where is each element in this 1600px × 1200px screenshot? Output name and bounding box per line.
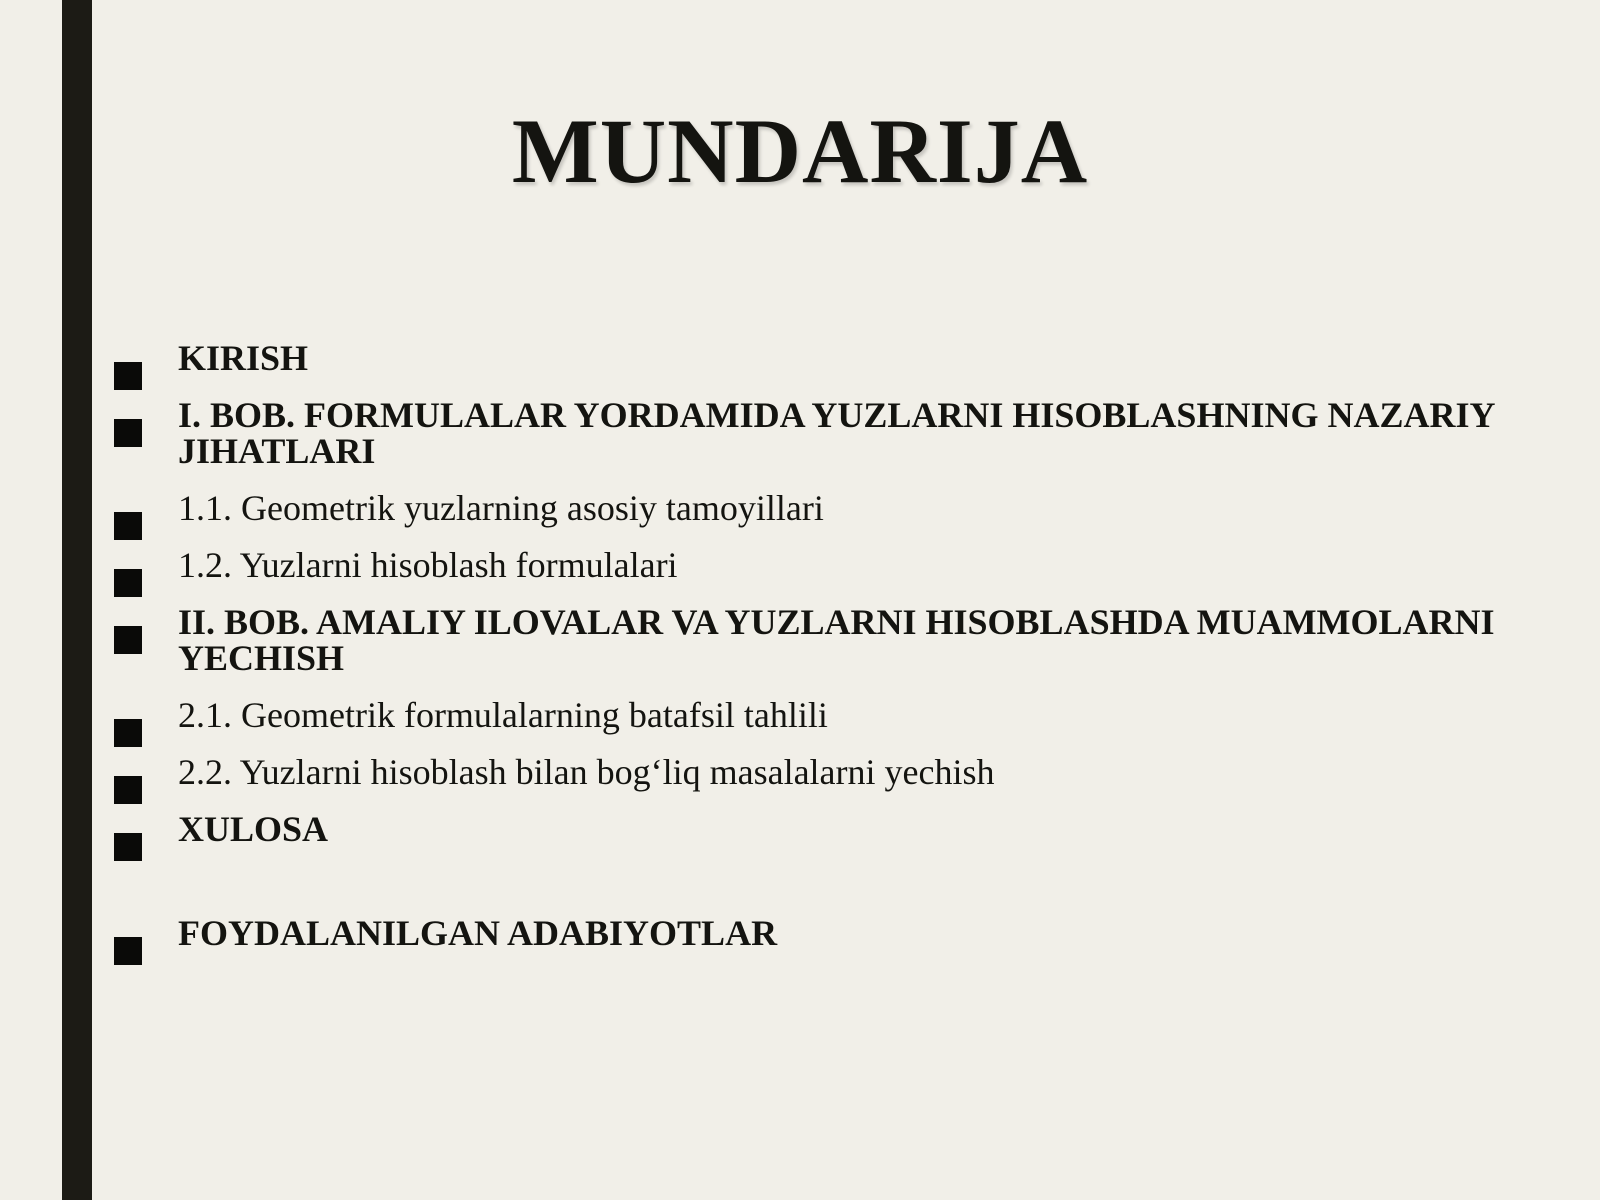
toc-item-label: 2.1. Geometrik formulalarning batafsil tahlili bbox=[178, 695, 828, 735]
toc-item-adabiyotlar bbox=[112, 915, 1552, 951]
toc-item-label: II. BOB. AMALIY ILOVALAR VA YUZLARNI HISOBLASHDA MUAMMOLARNI YECHISH bbox=[178, 602, 1495, 678]
toc-item-xulosa bbox=[112, 811, 1552, 847]
toc-item-section-1-1 bbox=[112, 490, 1552, 526]
square-bullet-icon bbox=[114, 719, 142, 747]
square-bullet-icon bbox=[114, 512, 142, 540]
toc-item-section-2-2 bbox=[112, 754, 1552, 790]
toc-item-label: I. BOB. FORMULALAR YORDAMIDA YUZLARNI HISOBLASHNING NAZARIY JIHATLARI bbox=[178, 395, 1495, 471]
toc-item-label: KIRISH bbox=[178, 338, 309, 378]
toc-item-label: 1.1. Geometrik yuzlarning asosiy tamoyillari bbox=[178, 488, 824, 528]
square-bullet-icon bbox=[114, 776, 142, 804]
table-of-contents bbox=[112, 340, 1552, 972]
square-bullet-icon bbox=[114, 569, 142, 597]
toc-item-chapter-2 bbox=[112, 604, 1552, 676]
toc-item-label: FOYDALANILGAN ADABIYOTLAR bbox=[178, 913, 778, 953]
toc-item-label: XULOSA bbox=[178, 809, 329, 849]
square-bullet-icon bbox=[114, 362, 142, 390]
toc-item-label: 2.2. Yuzlarni hisoblash bilan bog‘liq masalalarni yechish bbox=[178, 752, 995, 792]
square-bullet-icon bbox=[114, 937, 142, 965]
toc-item-section-1-2 bbox=[112, 547, 1552, 583]
toc-item-kirish bbox=[112, 340, 1552, 376]
square-bullet-icon bbox=[114, 833, 142, 861]
page-title: MUNDARIJA bbox=[511, 100, 1089, 202]
toc-item-label: 1.2. Yuzlarni hisoblash formulalari bbox=[178, 545, 678, 585]
toc-item-section-2-1 bbox=[112, 697, 1552, 733]
square-bullet-icon bbox=[114, 419, 142, 447]
square-bullet-icon bbox=[114, 626, 142, 654]
toc-item-chapter-1 bbox=[112, 397, 1552, 469]
